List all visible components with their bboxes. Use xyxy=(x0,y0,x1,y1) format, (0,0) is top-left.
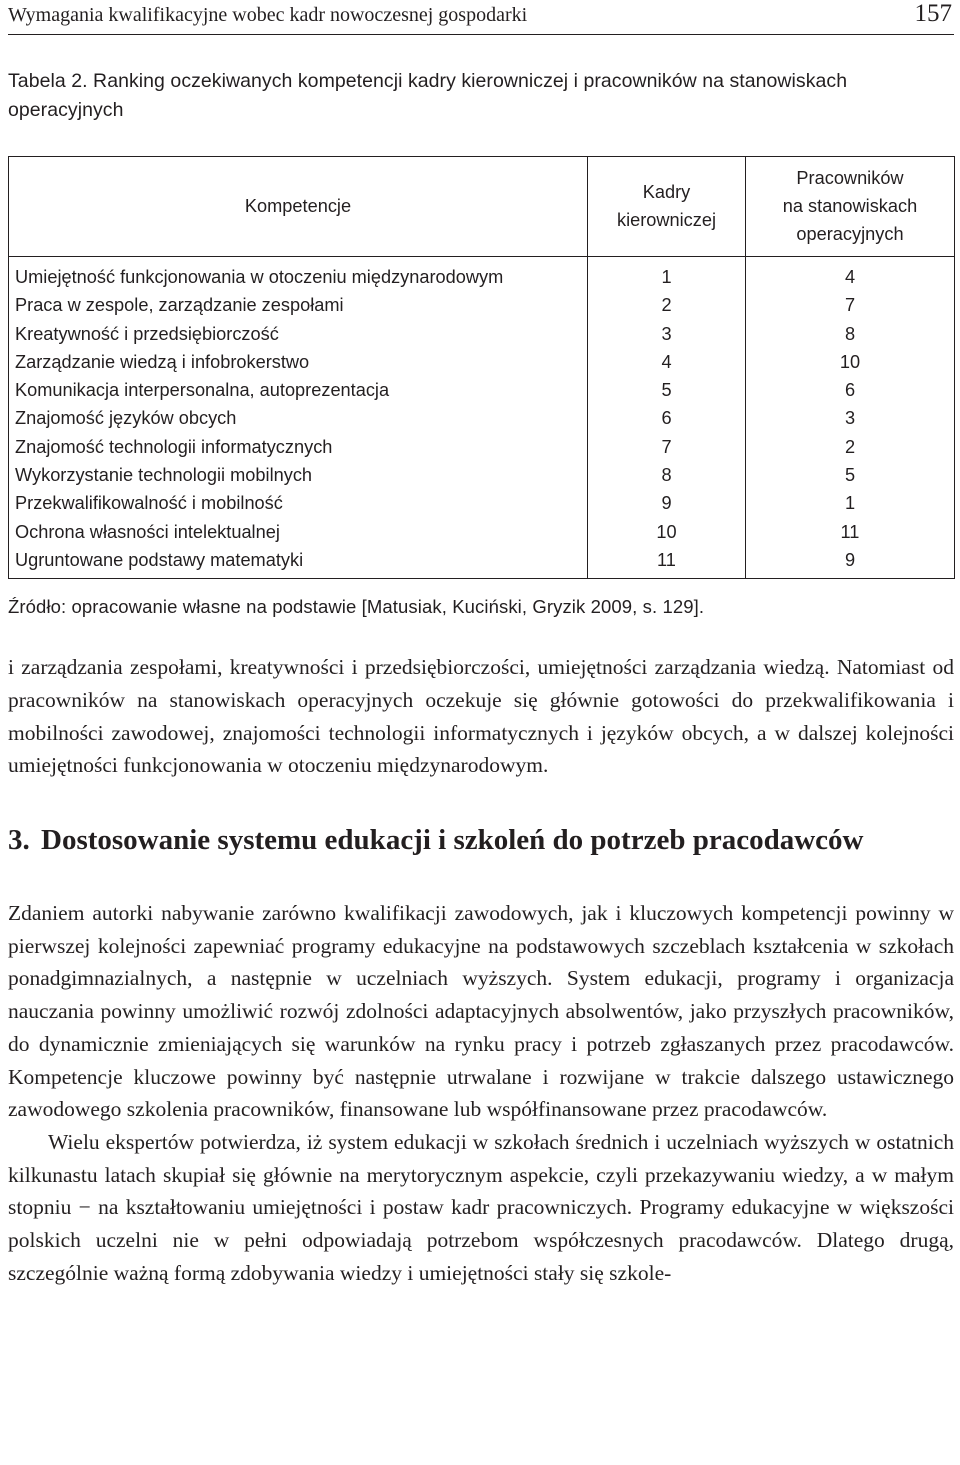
managers-rank-cell: 1 xyxy=(588,257,746,292)
table-row xyxy=(9,461,955,489)
table-row xyxy=(9,518,955,546)
table-row xyxy=(9,376,955,404)
column-header-operational-staff: Pracowników na stanowiskach operacyjnych xyxy=(746,157,955,257)
competence-cell: Ugruntowane podstawy matematyki xyxy=(9,546,588,579)
table-row xyxy=(9,404,955,432)
competence-cell: Komunikacja interpersonalna, autoprezentacja xyxy=(9,376,588,404)
managers-rank-cell: 11 xyxy=(588,546,746,579)
table-row xyxy=(9,489,955,517)
section-heading xyxy=(8,822,954,859)
managers-rank-cell: 4 xyxy=(588,348,746,376)
competence-cell: Przekwalifikowalność i mobilność xyxy=(9,489,588,517)
managers-rank-cell: 9 xyxy=(588,489,746,517)
table-row xyxy=(9,320,955,348)
running-header xyxy=(8,0,954,35)
operational-rank-cell: 10 xyxy=(746,348,955,376)
table-row xyxy=(9,433,955,461)
book-page xyxy=(8,0,954,1290)
body-paragraph-1: Zdaniem autorki nabywanie zarówno kwalifikacji zawodowych, jak i kluczowych kompetencji powinny w pierwszej kolejności zapewniać programy edukacyjne na podstawowych szczeblach kształcenia w szkołach ponadgimnazialnych, a następnie w uczelniach wyższych. System edukacji, programy i organizacja nauczania powinny umożliwić rozwój zdolności adaptacyjnych absolwentów, jako przyszłych pracowników, do dynamicznie zmieniających się warunków na rynku pracy i potrzeb zgłaszanych przez pracodawców. Kompetencje kluczowe powinny być następnie utrwalane i rozwijane w trakcie dalszego ustawicznego zawodowego szkolenia pracowników, finansowane lub współfinansowane przez pracodawców. xyxy=(8,901,954,1122)
operational-rank-cell: 8 xyxy=(746,320,955,348)
operational-rank-cell: 6 xyxy=(746,376,955,404)
table-body xyxy=(9,257,955,579)
operational-rank-cell: 2 xyxy=(746,433,955,461)
competence-cell: Kreatywność i przedsiębiorczość xyxy=(9,320,588,348)
competence-cell: Umiejętność funkcjonowania w otoczeniu międzynarodowym xyxy=(9,257,588,292)
managers-rank-cell: 7 xyxy=(588,433,746,461)
competence-ranking-table xyxy=(8,156,955,579)
column-header-competences: Kompetencje xyxy=(9,157,588,257)
managers-rank-cell: 8 xyxy=(588,461,746,489)
table-caption: Tabela 2. Ranking oczekiwanych kompetencji kadry kierowniczej i pracowników na stanowiskach operacyjnych xyxy=(8,70,848,121)
table-row xyxy=(9,546,955,579)
table-row xyxy=(9,291,955,319)
operational-rank-cell: 3 xyxy=(746,404,955,432)
operational-rank-cell: 4 xyxy=(746,257,955,292)
body-paragraph-2: Wielu ekspertów potwierdza, iż system edukacji w szkołach średnich i uczelniach wyższych w ostatnich kilkunastu latach skupiał się głównie na merytorycznym aspekcie, czyli przekazywaniu wiedzy, a w małym stopniu − na kształtowaniu umiejętności i postaw kadr pracowniczych. Programy edukacyjne w większości polskich uczelni nie w pełni odpowiadają potrzebom współczesnych pracodawców. Dlatego drugą, szczególnie ważną formą zdobywania wiedzy i umiejętności stały się szkole- xyxy=(8,1130,954,1285)
column-header-managers: Kadry kierowniczej xyxy=(588,157,746,257)
competence-cell: Znajomość języków obcych xyxy=(9,404,588,432)
table-row xyxy=(9,257,955,292)
table-header-row xyxy=(9,157,955,257)
competence-cell: Ochrona własności intelektualnej xyxy=(9,518,588,546)
table-source-note: Źródło: opracowanie własne na podstawie [Matusiak, Kuciński, Gryzik 2009, s. 129]. xyxy=(8,596,705,618)
running-title: Wymagania kwalifikacyjne wobec kadr nowoczesnej gospodarki xyxy=(8,4,528,26)
managers-rank-cell: 10 xyxy=(588,518,746,546)
section-title: Dostosowanie systemu edukacji i szkoleń do potrzeb pracodawców xyxy=(41,824,864,857)
managers-rank-cell: 5 xyxy=(588,376,746,404)
competence-cell: Praca w zespole, zarządzanie zespołami xyxy=(9,291,588,319)
operational-rank-cell: 9 xyxy=(746,546,955,579)
operational-rank-cell: 1 xyxy=(746,489,955,517)
page-number: 157 xyxy=(914,0,952,27)
managers-rank-cell: 3 xyxy=(588,320,746,348)
competence-cell: Zarządzanie wiedzą i infobrokerstwo xyxy=(9,348,588,376)
competence-cell: Wykorzystanie technologii mobilnych xyxy=(9,461,588,489)
competence-cell: Znajomość technologii informatycznych xyxy=(9,433,588,461)
operational-rank-cell: 5 xyxy=(746,461,955,489)
continuation-paragraph: i zarządzania zespołami, kreatywności i przedsiębiorczości, umiejętności zarządzania wiedzą. Natomiast od pracowników na stanowiskach operacyjnych oczekuje się głównie gotowości do przekwalifikowania i mobilności zawodowej, znajomości technologii informatycznych i języków obcych, a w dalszej kolejności umiejętności funkcjonowania w otoczeniu międzynarodowym. xyxy=(8,655,954,778)
operational-rank-cell: 7 xyxy=(746,291,955,319)
managers-rank-cell: 2 xyxy=(588,291,746,319)
operational-rank-cell: 11 xyxy=(746,518,955,546)
managers-rank-cell: 6 xyxy=(588,404,746,432)
section-number: 3. xyxy=(8,824,30,857)
table-row xyxy=(9,348,955,376)
